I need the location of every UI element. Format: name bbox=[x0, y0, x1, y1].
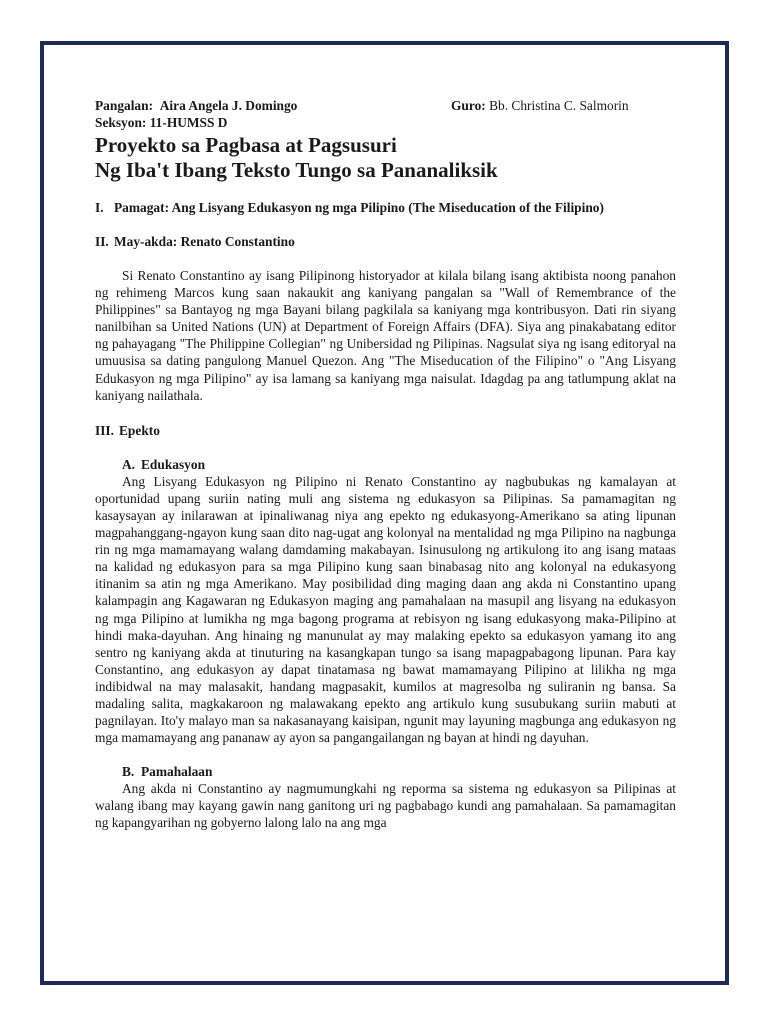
section-text: May-akda: Renato Constantino bbox=[114, 234, 295, 249]
subsection-text: Edukasyon bbox=[141, 456, 206, 472]
subsection-number: B. bbox=[122, 764, 135, 780]
document-body bbox=[95, 97, 676, 832]
section-number: III. bbox=[95, 422, 114, 438]
author-paragraph: Si Renato Constantino ay isang Pilipinong historyador at kilala bilang isang aktibista noong panahon ng rehimeng Marcos kung saan nakaukit ang kaniyang pangalan sa "Wall of Remembrance of the Philippines" sa Bantayog ng mga Bayani bilang pagkilala sa kaniyang mga kontribusyon. Dati rin siyang nanilbihan sa United Nations (UN) at Department of Foreign Affairs (DFA). Siya ang pinakabatang editor ng pahayagang "The Philippine Collegian" ng Unibersidad ng Pilipinas. Nagsulat siya ng isang editoryal na umuusisa sa dating pangulong Manuel Quezon. Ang "The Miseducation of the Filipino" o "Ang Lisyang Edukasyon ng mga Pilipino" ay isa lamang sa kaniyang mga naisulat. Idagdag pa ang tatlumpung aklat na kaniyang nailathala. bbox=[95, 268, 676, 403]
section-heading-1 bbox=[95, 199, 676, 216]
name-value: Aira Angela J. Domingo bbox=[159, 98, 298, 113]
page-title bbox=[95, 133, 676, 183]
section-number: I. bbox=[95, 200, 104, 215]
education-paragraph: Ang Lisyang Edukasyon ng Pilipino ni Renato Constantino ay nagbubukas ng kamalayan at oportunidad upang suriin nating muli ang sistema ng edukasyon sa Pilipinas. Sa pamamagitan ng kasaysayan ay inilarawan at ipinaliwanag niya ang epekto ng edukasyong-Amerikano sa ating lipunan magpahanggang-ngayon kung saan dito nag-ugat ang kolonyal na mentalidad ng mga Pilipino na nagbunga rin ng mga mamamayang walang damdaming makabayan. Isinusulong ng artikulong ito ang isang mataas na kalidad ng edukasyon para sa mga Pilipino kung saan binabasag nito ang kolonyal na edukasyong itinanim sa atin ng mga Amerikano. May posibilidad ding maging daan ang akda ni Constantino upang kalampagin ang Kagawaran ng Edukasyon maging ang pamahalaan na masupil ang lisyang na edukasyon ng mga Pilipino at lumikha ng mga bagong programa at rebisyon ng isang edukasyong maka-Pilipino at hindi maka-dayuhan. Ang hinaing ng manunulat ay may malaking epekto sa edukasyon yamang ito ang sentro ng kaniyang akda at tinuturing na kasangkapan tungo sa isang mapagpabagong lipunan. Para kay Constantino, ang edukasyon ay dapat tinatamasa ng bawat mamamayang Pilipino at lilikha ng mga indibidwal na may malasakit, handang magpasakit, kumilos at magresolba ng suliranin ng bansa. Sa madaling salita, magkakaroon ng malawakang epekto ang artikulo kung susubukang suriin mabuti at pagnilayan. Ito'y malayo man sa nakasanayang kaisipan, ngunit may layuning magbunga ang edukasyon ng mga mamamayang ang pananaw ay ayon sa pangangailangan ng bayan at hindi ng dayuhan. bbox=[95, 473, 676, 746]
section-text: Epekto bbox=[119, 422, 160, 438]
section-heading-2 bbox=[95, 233, 676, 250]
name-label: Pangalan: bbox=[95, 98, 154, 113]
subsection-number: A. bbox=[122, 456, 136, 472]
title-line-1: Proyekto sa Pagbasa at Pagsusuri bbox=[95, 133, 397, 157]
subsection-heading-a bbox=[95, 456, 676, 473]
subsection-text: Pamahalaan bbox=[141, 764, 213, 780]
teacher-field bbox=[451, 97, 629, 114]
section-number: II. bbox=[95, 234, 109, 249]
header-row-2 bbox=[95, 114, 676, 131]
teacher-value: Bb. Christina C. Salmorin bbox=[489, 98, 629, 113]
teacher-label: Guro: bbox=[451, 98, 486, 113]
page-border bbox=[40, 41, 729, 985]
section-heading-3 bbox=[95, 422, 676, 439]
section-text: Pamagat: Ang Lisyang Edukasyon ng mga Pilipino (The Miseducation of the Filipino) bbox=[114, 200, 604, 215]
header-row-1 bbox=[95, 97, 676, 114]
subsection-heading-b bbox=[95, 763, 676, 780]
government-paragraph: Ang akda ni Constantino ay nagmumungkahi ng reporma sa sistema ng edukasyon sa Pilipinas at walang ibang may kayang gawin nang ganitong uri ng pagbabago kundi ang pamahalaan. Sa pamamagitan ng kapangyarihan ng gobyerno lalong lalo na ang mga bbox=[95, 781, 676, 831]
section-label: Seksyon: bbox=[95, 115, 147, 130]
title-line-2: Ng Iba't Ibang Teksto Tungo sa Pananaliksik bbox=[95, 158, 498, 182]
section-value: 11-HUMSS D bbox=[149, 115, 228, 130]
